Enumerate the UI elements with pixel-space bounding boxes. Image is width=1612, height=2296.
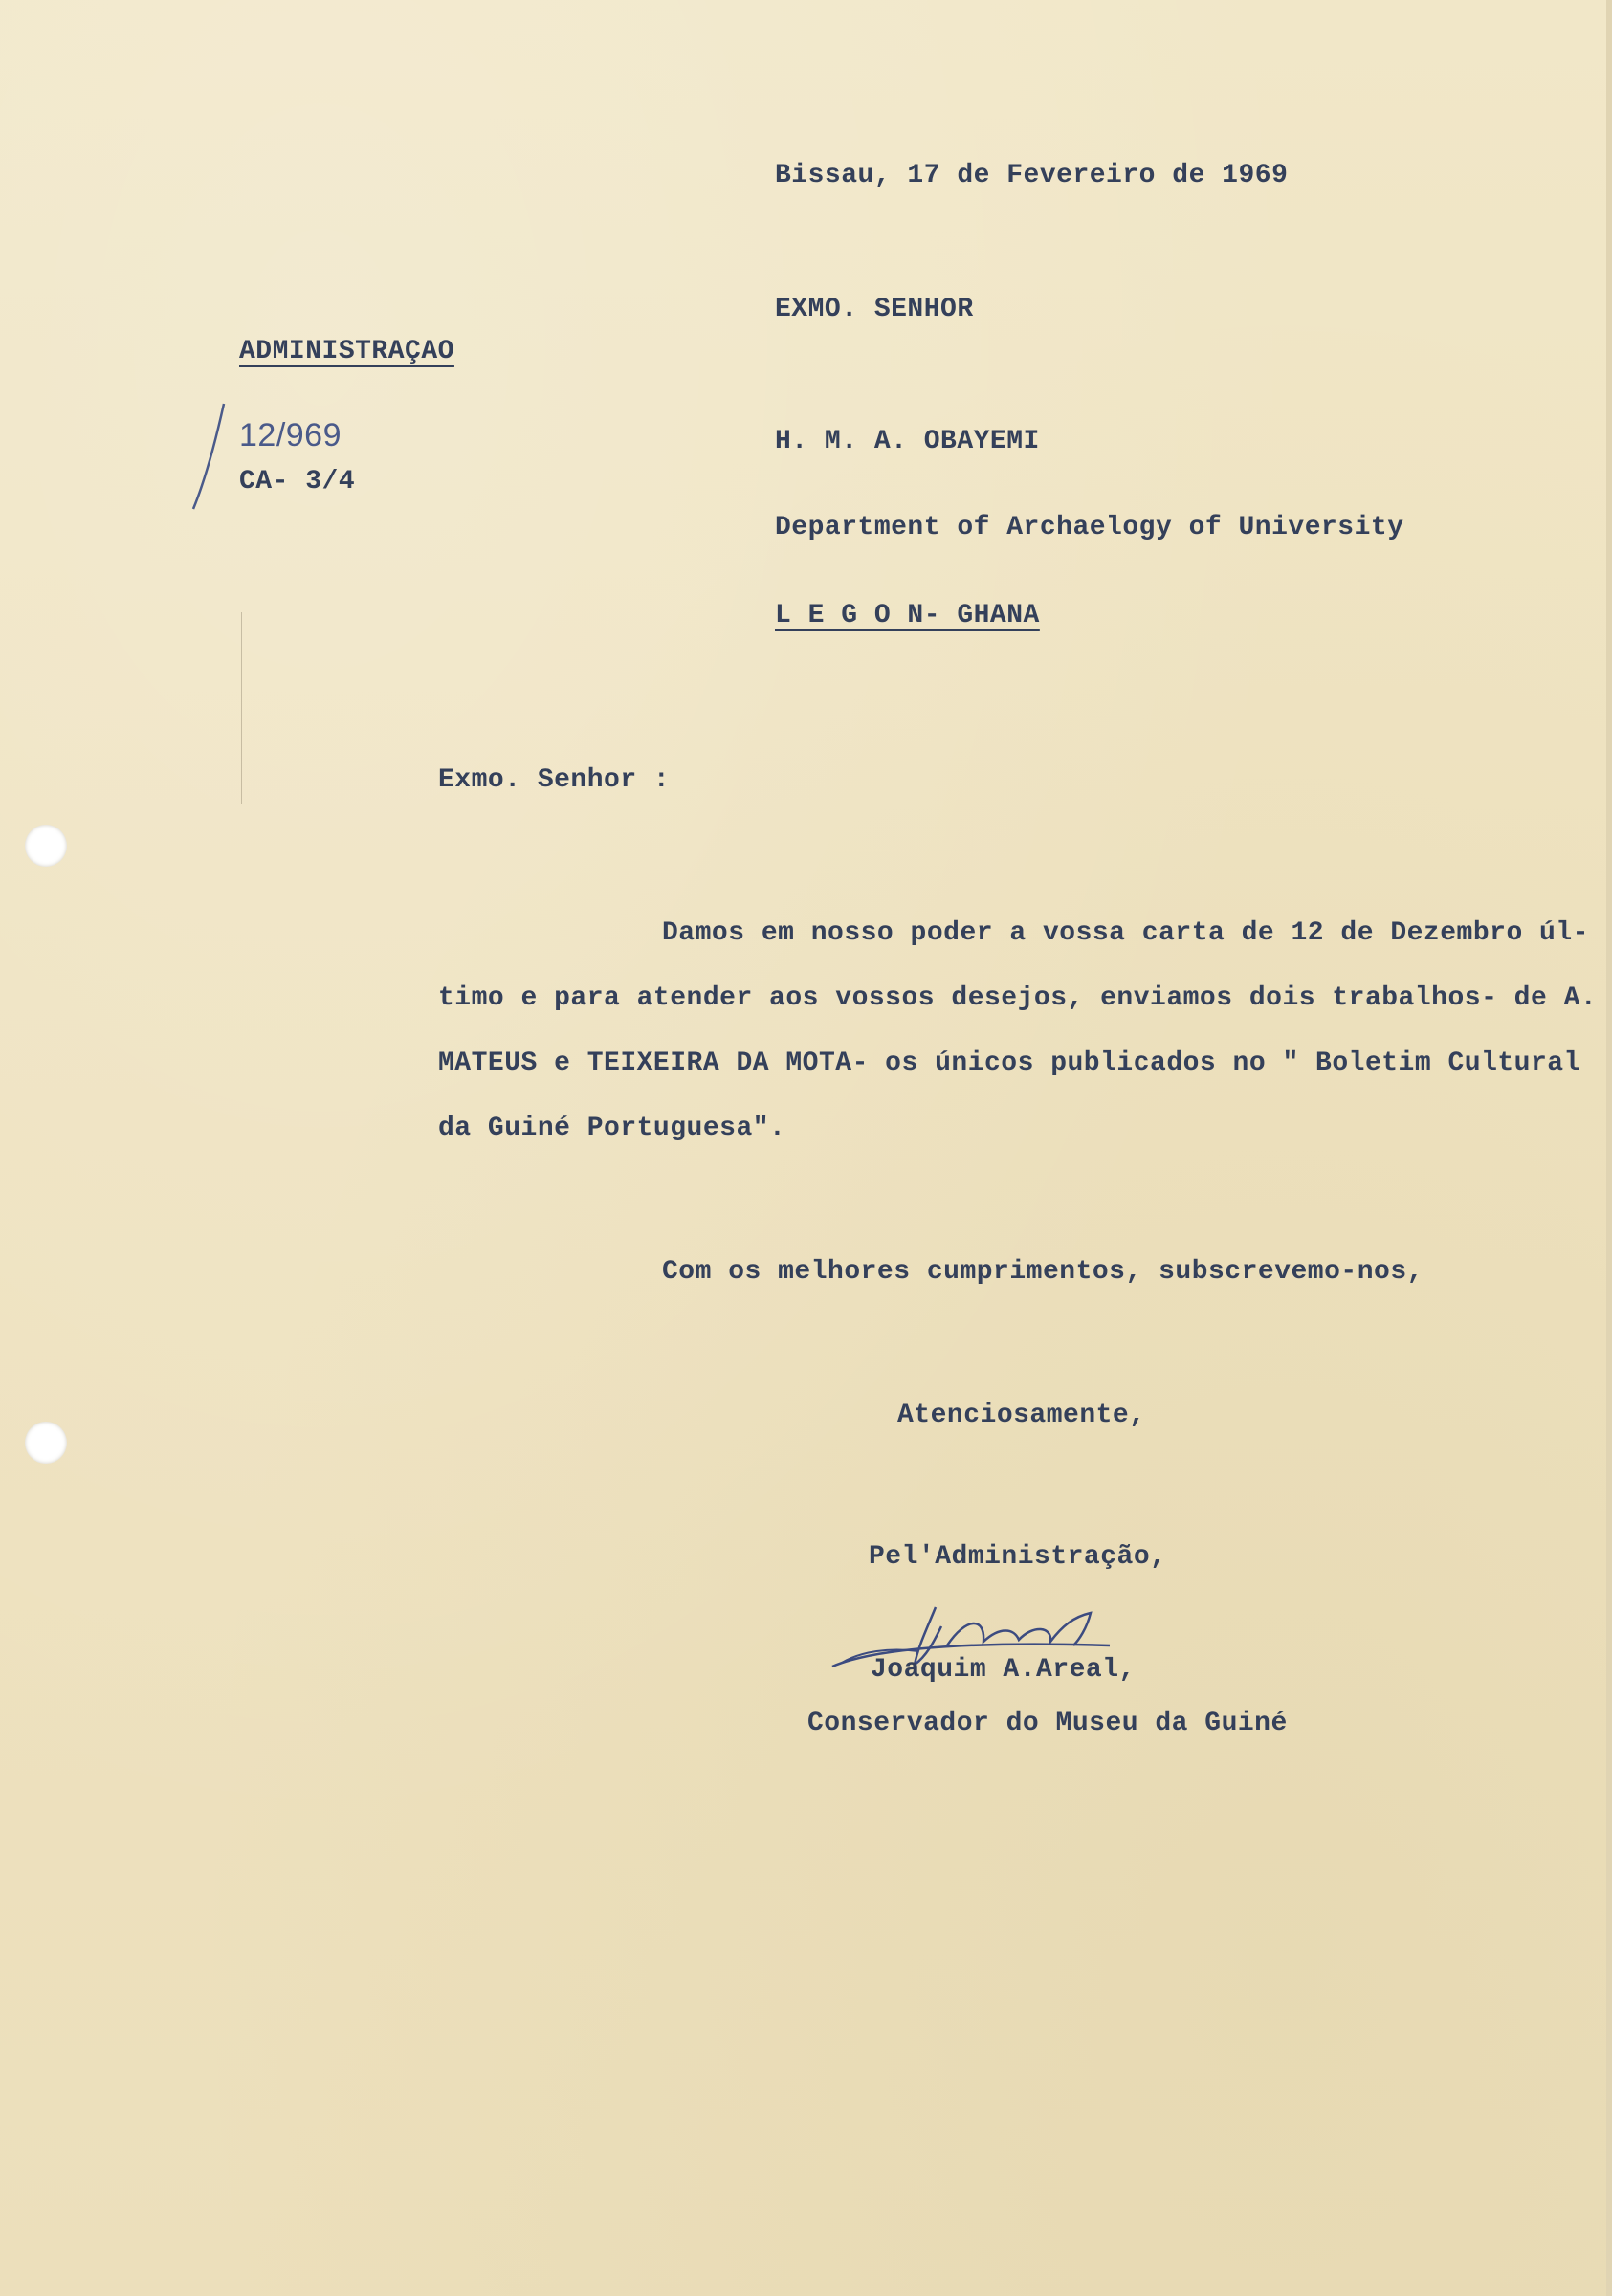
salutation-header: EXMO. SENHOR <box>775 295 974 324</box>
recipient-location: L E G O N- GHANA <box>775 601 1040 630</box>
punch-hole-bottom <box>25 1422 67 1464</box>
reference-code: CA- 3/4 <box>239 467 356 497</box>
recipient-name: H. M. A. OBAYEMI <box>775 427 1040 456</box>
body-line: timo e para atender aos vossos desejos, enviamos dois trabalhos- de A. <box>438 983 1598 1013</box>
signer-name: Joaquim A.Areal, <box>871 1655 1136 1685</box>
body-line: da Guiné Portuguesa". <box>438 1114 786 1143</box>
punch-hole-top <box>25 825 67 867</box>
place-date: Bissau, 17 de Fevereiro de 1969 <box>775 161 1289 190</box>
reference-number: 12/969 <box>239 417 342 453</box>
reference-pen-stroke <box>189 400 228 515</box>
signed-for: Pel'Administração, <box>869 1542 1167 1572</box>
body-line: Damos em nosso poder a vossa carta de 12 de Dezembro úl- <box>662 918 1589 948</box>
closing-line: Com os melhores cumprimentos, subscrevemo-nos, <box>662 1257 1424 1287</box>
body-line: MATEUS e TEIXEIRA DA MOTA- os únicos publicados no " Boletim Cultural <box>438 1049 1580 1078</box>
closing: Atenciosamente, <box>897 1401 1146 1430</box>
recipient-department: Department of Archaelogy of University <box>775 513 1404 542</box>
salutation: Exmo. Senhor : <box>438 765 671 795</box>
admin-label: ADMINISTRAÇAO <box>239 337 454 366</box>
signer-title: Conservador do Museu da Guiné <box>807 1709 1288 1738</box>
margin-mark <box>241 612 242 804</box>
